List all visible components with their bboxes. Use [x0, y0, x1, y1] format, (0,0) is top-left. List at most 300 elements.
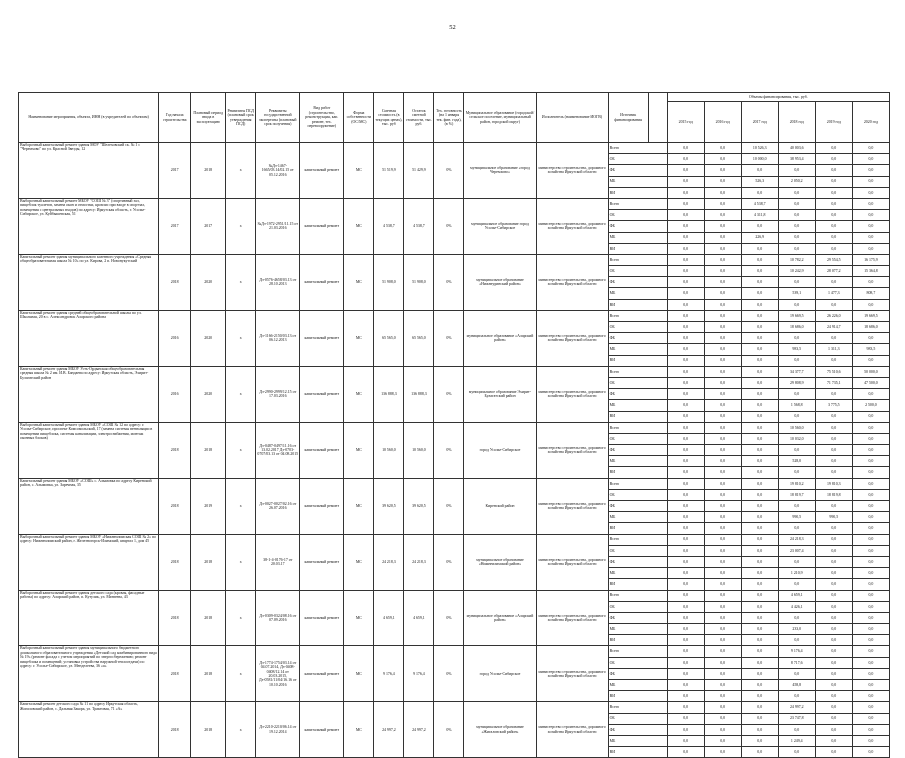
- table-row: [19, 534, 890, 545]
- funding-source: ОБ: [608, 713, 667, 724]
- expertise-details: №Дз-1972-2951/11.15 от 21.03.2016: [256, 198, 300, 254]
- estimate-cost: 65 565,0: [374, 310, 404, 366]
- funding-amount: 0,0: [667, 702, 704, 713]
- funding-amount: 0,0: [667, 691, 704, 702]
- funding-amount: 0,0: [704, 646, 741, 657]
- psd-details: х: [226, 198, 256, 254]
- funding-amount: 0,0: [704, 691, 741, 702]
- funding-amount: 0,0: [852, 143, 889, 154]
- funding-amount: 0,0: [741, 445, 778, 456]
- funding-amount: 0,0: [667, 523, 704, 534]
- header-volumes: Объемы финансирования, тыс. руб.: [667, 93, 889, 102]
- funding-amount: 0,0: [852, 747, 889, 758]
- funding-source: ВИ: [608, 187, 667, 198]
- funding-amount: 10 032,0: [778, 433, 815, 444]
- funding-amount: 8 717,6: [778, 657, 815, 668]
- funding-amount: 0,0: [704, 568, 741, 579]
- funding-amount: 0,0: [704, 735, 741, 746]
- funding-amount: 0,0: [778, 333, 815, 344]
- funding-amount: 0,0: [852, 198, 889, 209]
- funding-amount: 0,0: [815, 680, 852, 691]
- funding-amount: 0,0: [852, 445, 889, 456]
- year-commission: 2019: [191, 478, 226, 534]
- table-row: [19, 646, 890, 657]
- table-row: [19, 366, 890, 377]
- funding-amount: 0,0: [741, 422, 778, 433]
- ownership-form: МС: [344, 478, 374, 534]
- funding-amount: 539,1: [778, 288, 815, 299]
- project-name: Выборочный капитальный ремонт здания МБОУ «СОШ № 12 по адресу: г. Усолье-Сибирское, проспект Комсомольский, 17 (замена системы вентиляции в помещении пищеблока, системы канализации, электроснабжения, монтаж оконных блоков): [19, 422, 159, 478]
- funding-amount: 18 819,8: [815, 489, 852, 500]
- funding-amount: 0,0: [667, 713, 704, 724]
- estimate-cost: 24 218,3: [374, 534, 404, 590]
- funding-amount: 0,0: [815, 612, 852, 623]
- funding-amount: 0,0: [741, 747, 778, 758]
- funding-amount: 0,0: [741, 579, 778, 590]
- ownership-form: МС: [344, 534, 374, 590]
- funding-source: ФБ: [608, 612, 667, 623]
- funding-amount: 0,0: [741, 333, 778, 344]
- funding-amount: 4 659,1: [778, 590, 815, 601]
- funding-source: ВИ: [608, 355, 667, 366]
- funding-amount: 0,0: [741, 355, 778, 366]
- psd-details: х: [226, 366, 256, 422]
- funding-amount: 0,0: [704, 702, 741, 713]
- funding-amount: 0,0: [852, 556, 889, 567]
- funding-amount: 0,0: [741, 221, 778, 232]
- funding-amount: 0,0: [741, 635, 778, 646]
- expertise-details: 38-1-4-0176-17 от 20.03.17: [256, 534, 300, 590]
- funding-amount: 0,0: [704, 501, 741, 512]
- municipality: муниципальное образование «Аларский район»: [464, 310, 536, 366]
- funding-amount: 0,0: [704, 366, 741, 377]
- funding-amount: 0,0: [667, 400, 704, 411]
- funding-amount: 0,0: [704, 210, 741, 221]
- year-commission: 2018: [191, 534, 226, 590]
- estimate-cost: 39 620,5: [374, 478, 404, 534]
- funding-amount: 0,0: [741, 668, 778, 679]
- header-municipality: Муниципальное образование (городской/сельское поселение, муниципальный район, городской округ): [464, 93, 536, 143]
- estimate-cost: 4 538,7: [374, 198, 404, 254]
- funding-amount: 0,0: [741, 389, 778, 400]
- funding-source: Всего: [608, 478, 667, 489]
- header-spacer: [648, 93, 667, 143]
- municipality: город Усолье-Сибирское: [464, 422, 536, 478]
- funding-amount: 0,0: [704, 377, 741, 388]
- executor: министерство строительства, дорожного хозяйства Иркутской области: [536, 534, 608, 590]
- project-name: Капитальный ремонт здания муниципального казенного учреждения «Средняя общеобразовательная школа № 10» по ул. Кирова, 2 п. Новонукутский: [19, 254, 159, 310]
- funding-amount: 3 775,5: [815, 400, 852, 411]
- funding-amount: 0,0: [852, 523, 889, 534]
- funding-amount: 1 568,8: [778, 400, 815, 411]
- funding-amount: 4 426,1: [778, 601, 815, 612]
- funding-source: МБ: [608, 735, 667, 746]
- funding-amount: 0,0: [815, 389, 852, 400]
- funding-source: Всего: [608, 646, 667, 657]
- table-row: [19, 310, 890, 321]
- remaining-cost: 9 176,4: [404, 646, 434, 702]
- funding-amount: 0,0: [741, 512, 778, 523]
- funding-amount: 29 554,5: [815, 254, 852, 265]
- funding-amount: 10 000,0: [741, 154, 778, 165]
- funding-amount: 0,0: [741, 310, 778, 321]
- funding-amount: 0,0: [667, 657, 704, 668]
- funding-amount: 0,0: [741, 545, 778, 556]
- funding-amount: 226,9: [741, 232, 778, 243]
- funding-amount: 983,5: [852, 344, 889, 355]
- funding-amount: 0,0: [704, 344, 741, 355]
- funding-amount: 0,0: [778, 501, 815, 512]
- funding-amount: 0,0: [667, 322, 704, 333]
- funding-amount: 0,0: [778, 556, 815, 567]
- funding-amount: 0,0: [704, 590, 741, 601]
- funding-amount: 0,0: [704, 624, 741, 635]
- expertise-details: Дз-0027-0027/02.16 от 26.07.2016: [256, 478, 300, 534]
- funding-amount: 0,0: [778, 612, 815, 623]
- funding-amount: 0,0: [704, 187, 741, 198]
- funding-amount: 0,0: [815, 210, 852, 221]
- municipality: город Усолье-Сибирское: [464, 646, 536, 702]
- funding-amount: 26 226,0: [815, 310, 852, 321]
- funding-amount: 0,0: [815, 411, 852, 422]
- header-year-start: Год начала строительства: [159, 93, 191, 143]
- funding-amount: 34 377,7: [778, 366, 815, 377]
- funding-amount: 0,0: [667, 556, 704, 567]
- funding-amount: 0,0: [852, 545, 889, 556]
- funding-amount: 0,0: [704, 176, 741, 187]
- funding-amount: 19 810,2: [778, 478, 815, 489]
- tech-readiness: 0%: [434, 422, 464, 478]
- expertise-details: Дз-2210-2210/06.14 от 19.12.2014: [256, 702, 300, 758]
- funding-amount: 0,0: [704, 333, 741, 344]
- funding-source: МБ: [608, 176, 667, 187]
- work-type: капитальный ремонт: [300, 254, 344, 310]
- funding-amount: 1 249,4: [778, 735, 815, 746]
- funding-source: ФБ: [608, 445, 667, 456]
- ownership-form: МС: [344, 366, 374, 422]
- funding-amount: 0,0: [667, 266, 704, 277]
- funding-amount: 0,0: [704, 232, 741, 243]
- project-name: Выборочный капитальный ремонт здания муниципального бюджетного дошкольного образовательного учреждения «Детский сад комбинированного вида № 19» (ремонт фасада с учетом мероприятий по энергосбережению; ремонт пищеблока и помещений; установка устройства наружной теплоотдачи) по адресу: г. Усолье-Сибирское, ул. Менделеева, 36 «а»: [19, 646, 159, 702]
- work-type: капитальный ремонт: [300, 422, 344, 478]
- funding-amount: 0,0: [704, 523, 741, 534]
- financing-table: [18, 92, 890, 758]
- ownership-form: МС: [344, 254, 374, 310]
- remaining-cost: 4 659,1: [404, 590, 434, 646]
- funding-source: МБ: [608, 512, 667, 523]
- funding-amount: 0,0: [852, 456, 889, 467]
- municipality: муниципальное образование «Жигаловский район»: [464, 702, 536, 758]
- funding-amount: 0,0: [667, 344, 704, 355]
- header-year: 2018 год: [778, 102, 815, 143]
- funding-amount: 0,0: [741, 657, 778, 668]
- funding-amount: 0,0: [704, 154, 741, 165]
- funding-amount: 0,0: [704, 422, 741, 433]
- funding-amount: 75 510,6: [815, 366, 852, 377]
- ownership-form: МС: [344, 590, 374, 646]
- funding-source: ОБ: [608, 489, 667, 500]
- funding-amount: 0,0: [704, 288, 741, 299]
- funding-amount: 0,0: [778, 165, 815, 176]
- funding-amount: 0,0: [704, 612, 741, 623]
- remaining-cost: 51 908,0: [404, 254, 434, 310]
- funding-amount: 23 007,4: [778, 545, 815, 556]
- header-name: Наименование мероприятия, объекта, ИНН (в учредителей по объектам): [19, 93, 159, 143]
- funding-source: ВИ: [608, 579, 667, 590]
- funding-amount: 0,0: [852, 467, 889, 478]
- project-name: Выборочный капитальный ремонт здания МБОУ «Нижнеилимская СОШ № 2» по адресу: Нижнеилимский район, г. Железногорск-Илимский, квартал 1, дом 45: [19, 534, 159, 590]
- year-start: 2018: [159, 422, 191, 478]
- funding-source: ВИ: [608, 635, 667, 646]
- remaining-cost: 39 620,5: [404, 478, 434, 534]
- funding-amount: 0,0: [741, 467, 778, 478]
- funding-amount: 16 175,9: [852, 254, 889, 265]
- funding-amount: 990,5: [778, 512, 815, 523]
- funding-source: ОБ: [608, 266, 667, 277]
- funding-amount: 0,0: [852, 411, 889, 422]
- funding-amount: 0,0: [704, 322, 741, 333]
- work-type: капитальный ремонт: [300, 143, 344, 199]
- funding-amount: 0,0: [667, 646, 704, 657]
- funding-amount: 0,0: [704, 221, 741, 232]
- funding-amount: 0,0: [815, 445, 852, 456]
- funding-amount: 0,0: [704, 478, 741, 489]
- header-work-type: Вид работ (строительство, реконструкция, кап. ремонт, тех. перевооружение): [300, 93, 344, 143]
- remaining-cost: 136 888,3: [404, 366, 434, 422]
- funding-amount: 0,0: [741, 691, 778, 702]
- project-name: Капитальный ремонт здания средней общеобразовательной школы по ул. Школьная, 20 в с. Александровск Аларского района: [19, 310, 159, 366]
- year-commission: 2018: [191, 646, 226, 702]
- funding-amount: 0,0: [815, 568, 852, 579]
- remaining-cost: 24 218,3: [404, 534, 434, 590]
- funding-amount: 4 538,7: [741, 198, 778, 209]
- funding-amount: 0,0: [852, 277, 889, 288]
- funding-source: Всего: [608, 366, 667, 377]
- header-executor: Исполнитель (наименование ИОГВ): [536, 93, 608, 143]
- remaining-cost: 10 560,0: [404, 422, 434, 478]
- header-year: 2017 год: [741, 102, 778, 143]
- funding-amount: 0,0: [667, 377, 704, 388]
- funding-source: ФБ: [608, 668, 667, 679]
- funding-amount: 0,0: [704, 601, 741, 612]
- funding-amount: 983,5: [778, 344, 815, 355]
- funding-amount: 0,0: [852, 243, 889, 254]
- funding-amount: 0,0: [815, 433, 852, 444]
- funding-amount: 0,0: [667, 735, 704, 746]
- tech-readiness: 0%: [434, 702, 464, 758]
- municipality: муниципальное образование «Нижнеилимский район»: [464, 534, 536, 590]
- estimate-cost: 4 659,1: [374, 590, 404, 646]
- funding-amount: 10 560,0: [778, 422, 815, 433]
- funding-amount: 0,0: [704, 680, 741, 691]
- funding-amount: 0,0: [815, 187, 852, 198]
- funding-amount: 0,0: [667, 243, 704, 254]
- municipality: муниципальное образование «город Черемхово»: [464, 143, 536, 199]
- funding-amount: 0,0: [704, 165, 741, 176]
- tech-readiness: 0%: [434, 590, 464, 646]
- funding-amount: 0,0: [852, 501, 889, 512]
- funding-amount: 0,0: [741, 590, 778, 601]
- funding-amount: 4 311,8: [741, 210, 778, 221]
- funding-amount: 0,0: [741, 299, 778, 310]
- funding-amount: 18 819,7: [778, 489, 815, 500]
- funding-amount: 0,0: [741, 568, 778, 579]
- funding-amount: 0,0: [704, 266, 741, 277]
- psd-details: х: [226, 702, 256, 758]
- funding-amount: 0,0: [704, 657, 741, 668]
- table-row: [19, 198, 890, 209]
- year-commission: 2018: [191, 590, 226, 646]
- funding-amount: 0,0: [852, 635, 889, 646]
- header-readiness: Тех. готовность (на 1 января тек. фин. года), (в %): [434, 93, 464, 143]
- funding-amount: 0,0: [815, 747, 852, 758]
- tech-readiness: 0%: [434, 366, 464, 422]
- funding-amount: 0,0: [852, 735, 889, 746]
- work-type: капитальный ремонт: [300, 702, 344, 758]
- funding-amount: 0,0: [667, 210, 704, 221]
- psd-details: х: [226, 534, 256, 590]
- funding-amount: 0,0: [704, 433, 741, 444]
- funding-amount: 0,0: [704, 243, 741, 254]
- header-source: Источник финансирования: [608, 93, 648, 143]
- funding-amount: 0,0: [667, 612, 704, 623]
- funding-amount: 0,0: [704, 411, 741, 422]
- funding-amount: 15 364,8: [852, 266, 889, 277]
- funding-amount: 2 500,0: [852, 400, 889, 411]
- expertise-details: №Дз-1467-1665/03.14/02.15 от 05.12.2016: [256, 143, 300, 199]
- funding-amount: 0,0: [704, 512, 741, 523]
- funding-amount: 0,0: [667, 366, 704, 377]
- funding-amount: 0,0: [667, 467, 704, 478]
- funding-amount: 0,0: [741, 266, 778, 277]
- year-commission: 2018: [191, 702, 226, 758]
- municipality: Киренский район: [464, 478, 536, 534]
- funding-amount: 0,0: [778, 747, 815, 758]
- header-year-commission: Плановый период ввода в эксплуатацию: [191, 93, 226, 143]
- funding-source: ВИ: [608, 243, 667, 254]
- funding-amount: 0,0: [852, 534, 889, 545]
- funding-amount: 0,0: [852, 668, 889, 679]
- funding-amount: 0,0: [815, 635, 852, 646]
- funding-source: Всего: [608, 590, 667, 601]
- funding-amount: 0,0: [741, 377, 778, 388]
- funding-amount: 0,0: [852, 355, 889, 366]
- year-start: 2018: [159, 254, 191, 310]
- funding-amount: 0,0: [741, 366, 778, 377]
- funding-amount: 526,3: [741, 176, 778, 187]
- funding-amount: 0,0: [741, 288, 778, 299]
- funding-amount: 0,0: [852, 612, 889, 623]
- funding-source: ВИ: [608, 467, 667, 478]
- ownership-form: МС: [344, 198, 374, 254]
- funding-source: ФБ: [608, 333, 667, 344]
- funding-amount: 0,0: [741, 724, 778, 735]
- funding-amount: 0,0: [667, 445, 704, 456]
- expertise-details: Дз-0309-0324/08.16 от 07.09.2016: [256, 590, 300, 646]
- funding-amount: 71 735,1: [815, 377, 852, 388]
- funding-amount: 0,0: [704, 467, 741, 478]
- funding-amount: 0,0: [815, 735, 852, 746]
- estimate-cost: 51 908,0: [374, 254, 404, 310]
- funding-amount: 0,0: [667, 747, 704, 758]
- work-type: капитальный ремонт: [300, 478, 344, 534]
- funding-amount: 10 242,9: [778, 266, 815, 277]
- estimate-cost: 9 176,4: [374, 646, 404, 702]
- funding-amount: 0,0: [815, 691, 852, 702]
- funding-amount: 0,0: [704, 389, 741, 400]
- executor: министерство строительства, дорожного хозяйства Иркутской области: [536, 254, 608, 310]
- funding-amount: 0,0: [667, 299, 704, 310]
- funding-amount: 0,0: [815, 657, 852, 668]
- funding-amount: 0,0: [667, 310, 704, 321]
- funding-amount: 0,0: [778, 210, 815, 221]
- funding-amount: 10 782,2: [778, 254, 815, 265]
- tech-readiness: 0%: [434, 254, 464, 310]
- funding-amount: 0,0: [778, 232, 815, 243]
- funding-amount: 0,0: [667, 355, 704, 366]
- header-remaining: Остаток сметной стоимости, тыс. руб.: [404, 93, 434, 143]
- funding-amount: 0,0: [667, 501, 704, 512]
- funding-amount: 0,0: [778, 277, 815, 288]
- funding-amount: 0,0: [852, 646, 889, 657]
- municipality: муниципальное образование «Нижнеудинский район»: [464, 254, 536, 310]
- funding-amount: 0,0: [667, 512, 704, 523]
- funding-amount: 23 747,8: [778, 713, 815, 724]
- funding-amount: 24 914,7: [815, 322, 852, 333]
- funding-source: ФБ: [608, 724, 667, 735]
- funding-amount: 0,0: [667, 534, 704, 545]
- funding-amount: 0,0: [667, 165, 704, 176]
- tech-readiness: 0%: [434, 198, 464, 254]
- table-row: [19, 702, 890, 713]
- funding-amount: 0,0: [667, 277, 704, 288]
- funding-amount: 0,0: [852, 210, 889, 221]
- funding-source: Всего: [608, 198, 667, 209]
- psd-details: х: [226, 422, 256, 478]
- header-year: 2015 год: [667, 102, 704, 143]
- funding-amount: 0,0: [741, 534, 778, 545]
- funding-source: ФБ: [608, 221, 667, 232]
- funding-amount: 0,0: [852, 389, 889, 400]
- funding-amount: 0,0: [704, 310, 741, 321]
- expertise-details: Дз-2990-2999/12.15 от 17.03.2016: [256, 366, 300, 422]
- header-year: 2020 год: [852, 102, 889, 143]
- funding-source: ФБ: [608, 501, 667, 512]
- funding-source: Всего: [608, 143, 667, 154]
- funding-amount: 0,0: [852, 568, 889, 579]
- expertise-details: Дз-1774-1754/03.14 от 04.07.2014, Дз-0408-0408/12.14 от 20.03.2015, Дз-0581/11/04/16.16 от 10.10.2016: [256, 646, 300, 702]
- remaining-cost: 4 538,7: [404, 198, 434, 254]
- funding-amount: 0,0: [704, 299, 741, 310]
- funding-amount: 0,0: [852, 657, 889, 668]
- funding-amount: 0,0: [852, 624, 889, 635]
- table-row: [19, 143, 890, 154]
- funding-amount: 0,0: [704, 545, 741, 556]
- year-commission: 2017: [191, 198, 226, 254]
- funding-amount: 0,0: [741, 523, 778, 534]
- executor: министерство строительства, дорожного хозяйства Иркутской области: [536, 646, 608, 702]
- funding-amount: 0,0: [704, 668, 741, 679]
- funding-amount: 0,0: [741, 243, 778, 254]
- funding-amount: 0,0: [704, 445, 741, 456]
- tech-readiness: 0%: [434, 534, 464, 590]
- funding-amount: 0,0: [852, 590, 889, 601]
- psd-details: х: [226, 310, 256, 366]
- header-year: 2019 год: [815, 102, 852, 143]
- work-type: капитальный ремонт: [300, 198, 344, 254]
- project-name: Капитальный ремонт здания МБОУ Усть-Ордынская общеобразовательная средняя школа № 2 им. И.В. Бандаева по адресу: Иркутская область, Эхирит-Булагатский район: [19, 366, 159, 422]
- funding-amount: 0,0: [815, 590, 852, 601]
